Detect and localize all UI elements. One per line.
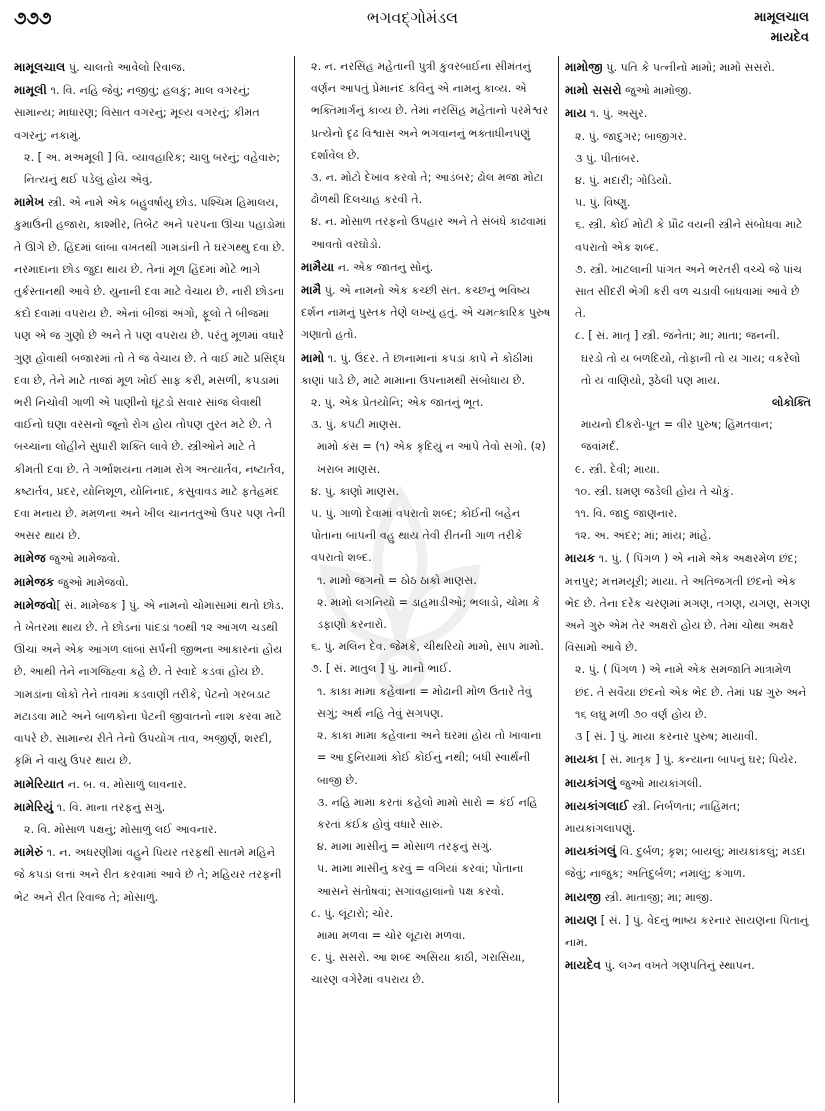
- definition-text: ૨. કાકા મામા કહેવાના અને ઘરમાં હોય તો ખાવાના = આ દુનિયામાં કોઈ કોઈનું નથી; બધી સ્વાર્થની બાજી છે.: [317, 729, 542, 787]
- entry-sense: [301, 792, 552, 836]
- dictionary-entry: [14, 796, 288, 819]
- dictionary-entry: [565, 56, 811, 79]
- definition-text: ૩ પું. પીતાંબર.: [575, 151, 640, 165]
- definition-text: ૫. મામા માસીનું કરવું = વગિયાં કરવાં; પોતાના આસને સંતોષવાં; સગાંવહાલાંનો પક્ષ કરવો.: [317, 862, 524, 898]
- definition-text: ૪. પું. મદારી; ગોડિયો.: [575, 174, 672, 188]
- entry-sense: [565, 192, 811, 214]
- entry-sense: [565, 259, 811, 326]
- entry-sense: [301, 592, 552, 636]
- headword: મામેજક: [14, 574, 55, 589]
- definition-text: ૪. ન. મોસાળ તરફનો ઉપહાર અને તે સંબંધે કાઢવામાં આવતો વરઘોડો.: [311, 215, 547, 251]
- headword: માયકા: [565, 752, 599, 767]
- definition-text: માયનો દીકરો-પૂત = વીર પુરુષ; હિંમતવાન; જવાંમર્દ.: [581, 418, 773, 454]
- definition-text: ૧. પું. ( પિંગળ ) એ નામે એક અક્ષરમેળ છંદ; મત્તપુર; મત્તમયૂરી; માયા. તે અતિજગતી છંદનો એક ભેદ છે. તેના દરેક ચરણમાં મગણ, તગણ, યગણ, સગણ અને ગુરુ એમ તેર અક્ષરો હોય છે. તેમાં ચોથા અક્ષરે વિસામો આવે છે.: [565, 552, 811, 655]
- headword: મામેરું: [14, 845, 44, 860]
- entry-sense: [565, 348, 811, 392]
- entry-sense: [565, 503, 811, 525]
- definition-text: સ્ત્રી. એ નામે એક બહુવર્ષાયુ છોડ. પશ્ચિમ હિમાલય, કુમાઉંની હજારા, કાશ્મીર, તિબેટ અને પરપના ઊંચા પહાડોમાં તે ઊગે છે. હિંદમાં લાંબા વખતથી ગામડાંની તે ઘરગથ્થુ દવા છે. નરમાદાના છોડ જુદા થાય છે. તેનાં મૂળ હિંદમાં મોટે ભાગે તુર્કસ્તાનથી આવે છે. યુનાની દવા માટે વેચાય છે. નારી છોડના કંદો દવામાં વપરાય છે. એનાં બીજાં અંગો, ફૂલો તે બીજમાં પણ એ જ ગુણો છે અને તે પણ વપરાય છે. પરંતુ મૂળમાં વધારે ગુણ હોવાથી બજારમાં તો તે જ વેચાય છે. તે વાઈ માટે પ્રસિદ્ધ દવા છે, તેને માટે તાજાં મૂળ ખોઈ સાફ કરી, મસળી, કપડામાં ભરી નિચોવી ગાળી એ પાણીનો ઘૂંટડો સવાર સાંજ લેવાથી વાઈનો ઘણા વરસનો જૂનો રોગ હોય તોપણ તુરત મટે છે. તે બચ્ચાંના લોહીને સુધારી શક્તિ લાવે છે. સ્ત્રીઓને માટે તે કીમતી દવા છે. તે ગર્ભાશયના તમામ રોગ અત્યાર્તવ, નષ્ટાર્તવ, કષ્ટાર્તવ, પ્રદર, યોનિશૂળ, યોનિનાદ, કસુવાવડ માટે ફતેહમંદ દવા મનાય છે. મમળના અને ખીલ ચાનતતુઓ ઉપર પણ તેની અસર થાય છે.: [14, 196, 286, 543]
- definition-text: વિ. દુર્બળ; કૃશ; બાયલું; માયકાંકલું; મડદા જેવું; નાજુક; અતિદુર્બળ; નમાલું; કંગાળ.: [565, 845, 806, 881]
- definition-text: મામા મળવા = ચોર લૂંટારા મળવા.: [317, 928, 466, 942]
- entry-sense: [565, 126, 811, 148]
- headword: મામૈયા: [301, 259, 335, 274]
- definition-text: ૮. પું. લૂંટારો; ચોર.: [311, 906, 394, 920]
- definition-text: ૨. ન. નરસિંહ મહેતાની પુત્રી કુંવરબાઈના સીમંતનું વર્ણન આપતું પ્રેમાનંદ કવિનું એ નામનું કાવ્ય. એ ભક્તિમાર્ગનું કાવ્ય છે. તેમાં નરસિંહ મહેતાનો પરમેશ્વર પ્રત્યેનો દૃઢ વિશ્વાસ અને ભગવાનનું ભક્તાધીનપણું દર્શાવેલ છે.: [311, 60, 549, 162]
- columns: [8, 56, 817, 1103]
- definition-text: પું. એ નામનો એક કચ્છી સંત. કચ્છનું ભવિષ્ય દર્શન નામનું પુસ્તક તેણે લખ્યું હતું. એ ચમત્કારિક પુરુષ ગણાતો હતો.: [301, 284, 551, 342]
- entry-sense: [301, 725, 552, 792]
- definition-text: ૩ [ સં. ] પું. માયા કરનાર પુરુષ; માયાવી.: [575, 730, 758, 744]
- dictionary-entry: [14, 79, 288, 147]
- headword: મામોજી: [565, 60, 603, 74]
- headword: માયકાંગલાઈ: [565, 798, 629, 813]
- definition-text: ૩. પું. કપટી માણસ.: [311, 418, 402, 432]
- definition-text: ૧૧. વિ. જાદુ જાણનાર.: [575, 507, 678, 521]
- headword: મામેજવો: [14, 597, 57, 612]
- headword: મામૂલચાલ: [14, 60, 66, 74]
- entry-sense: [565, 525, 811, 547]
- definition-text: ૧. મામો જગનો = ઠોઠ ઠાકો માણસ.: [317, 573, 477, 587]
- definition-text: પું. પતિ કે પત્નીનો મામો; મામો સસરો.: [602, 61, 775, 74]
- definition-text: ૯. પું. સસરો. આ શબ્દ અસિયા કાઠી, ગરાસિયા, ચારણ વગેરેમાં વપરાય છે.: [311, 951, 525, 987]
- definition-text: જુઓ માયકાંગલી.: [616, 776, 703, 790]
- definition-text: ૬. પું. મલિન દેવ. જેમકે, ચીથરિયો મામો, સાપ મામો.: [311, 640, 544, 654]
- definition-text: ૧. વિ. નહિ જેવું; નજીવું; હલકું; માલ વગરનું; સામાન્ય; માધારણ; વિસાત વગરનું; મૂલ્ય વગરનું; કીમત વગરનું; નકામું.: [14, 84, 260, 142]
- dictionary-entry: [565, 547, 811, 659]
- entry-sense: [301, 570, 552, 592]
- entry-sense: [565, 148, 811, 170]
- page-header: [8, 4, 817, 56]
- entry-sense: [565, 214, 811, 258]
- guide-word-last: માયદેવ: [770, 30, 809, 45]
- headword: માયક: [565, 551, 596, 566]
- dictionary-entry: [14, 571, 288, 594]
- definition-text: ૬. સ્ત્રી. કોઈ મોટી કે પ્રૌઢ વયની સ્ત્રીને સંબોધવા માટે વપરાતો એક શબ્દ.: [575, 218, 803, 254]
- definition-text: ૨. પું. એક પ્રેતયોનિ; એક જાતનું ભૂત.: [311, 396, 484, 410]
- definition-text: સ્ત્રી. માતાજી; મા; માજી.: [601, 890, 713, 904]
- headword: માયકાંગલું: [565, 844, 617, 859]
- definition-text: ૧. પું. ઉંદર. તે છાનામાનાં કપડાં કાપે ને કોઠીમાં કાણાં પાડે છે, માટે મામાના ઉપનામથી સંબોધાય છે.: [301, 351, 534, 387]
- entry-sense: [565, 481, 811, 503]
- definition-text: સ્ત્રી. નિર્બળતા; નાહિંમત; માયકાંગલાપણું.: [565, 799, 741, 835]
- entry-sense: [301, 658, 552, 680]
- definition-text: ૪. મામા માસીનું = મોસાળ તરફનું સગું.: [317, 840, 493, 854]
- entry-sense: [301, 903, 552, 925]
- dictionary-entry: [301, 279, 552, 347]
- entry-sense: [565, 170, 811, 192]
- headword: મામેરિયું: [14, 799, 54, 814]
- definition-text: ૩. ન. મોટો દેખાવ કરવો તે; આડંબર; ઢોલ મજા મોટા ઢોળથી દિલચાહ કરવી તે.: [311, 171, 544, 207]
- definition-text: ૫. પું. વિષ્ણુ.: [575, 196, 631, 210]
- headword: મામૈ: [301, 283, 322, 298]
- headword: મામો: [301, 350, 325, 365]
- entry-sense: [14, 147, 288, 191]
- definition-text: ૨. પું. જાદુગર; બાજીગર.: [575, 129, 687, 143]
- entry-sense: [565, 459, 811, 481]
- dictionary-entry: [565, 909, 811, 954]
- dictionary-entry: [301, 347, 552, 392]
- dictionary-entry: [301, 256, 552, 279]
- headword: મામો સસરો: [565, 83, 622, 98]
- definition-text: ૧. પું. અસુર.: [586, 107, 648, 121]
- headword: મામેરિયાત: [14, 776, 65, 791]
- definition-text: [ સં. માતૃક ] પું. કન્યાના બાપનું ઘર; પિયેર.: [598, 753, 798, 767]
- definition-text: [ સં. મામેજક ] પું. એ નામનો ચોમાસામાં થતો છોડ. તે ખેતરમાં થાય છે. તે છોડનાં પાંદડાં ૧૦થી ૧૨ આંગળ ચડથી ઊંચાં અને એક આંગળ લાંબાં સર્પની જીભના આકારનાં હોય છે. આથી તેને નાગજિહ્વા કહે છે. તે સ્વાદે કડવાં હોય છે. ગામડાંના લોકો તેને તાવમાં કડવાણી તરીકે, પેટનો ગરબડાટ મટાડવા માટે અને બાળકોના પેટની જીવાતનો નાશ કરવા માટે વાપરે છે. સામાન્ય રીતે તેનો ઉપયોગ તાવ, અજીર્ણ, શરદી, કૃમિ ને વાયુ ઉપર થાય છે.: [14, 598, 285, 768]
- entry-sense: [301, 211, 552, 255]
- definition-text: ઘરડો તો ય બળદિયો, તોફાની તો ય ગાય; વકરેલો તો ય વાણિયો, રૂઠેલી પણ માય.: [581, 351, 801, 387]
- entry-sense: [301, 925, 552, 947]
- definition-text: ૧. કાકા મામા કહેવાના = મોઢાની મોળ ઉતારે તેવું સગું; અર્થ નહિ તેવું સગપણ.: [317, 684, 532, 720]
- definition-text: જુઓ મામેજવો.: [45, 552, 121, 566]
- column-right: [559, 56, 817, 1103]
- definition-text: ૩. નહિ મામા કરતાં કહેલો મામો સારો = કંઈ નહિ કરતાં કંઈક હોવું વધારે સારું.: [317, 795, 538, 831]
- headword: માયદેવ: [565, 958, 601, 973]
- definition-text: ૧. વિ. માના તરફનું સગું.: [53, 800, 166, 814]
- definition-text: ન. બ. વ. મોસાળું લાવનાર.: [64, 777, 187, 791]
- entry-sense: [301, 392, 552, 414]
- definition-text: પું. ચાલતો આવેલો રિવાજ.: [65, 61, 186, 74]
- definition-text: ૭. [ સં. માતુલ ] પું. માનો ભાઈ.: [311, 662, 452, 676]
- running-title: ભગવદ્ગોમંડલ: [366, 8, 459, 27]
- guide-word-first: મામૂલચાલ: [754, 10, 809, 25]
- definition-text: ૭. સ્ત્રી. ખાટલાની પાંગત અને ભરતરી વચ્ચે જે પાંચ સાત સીંદરી ભેગી કરી વળ ચડાવી બાંધવામાં આવે છે તે.: [575, 262, 803, 321]
- column-middle: [295, 56, 559, 1103]
- entry-sense: [301, 414, 552, 436]
- definition-text: ૫. પું. ગાળો દેવામાં વપરાતો શબ્દ; કોઈની બહેન પોતાના બાપની વહુ થાય તેવી રીતની ગાળ તરીકે વપરાતો શબ્દ.: [311, 507, 523, 565]
- definition-text: જુઓ મામેજવો.: [54, 575, 129, 589]
- dictionary-entry: [565, 795, 811, 840]
- headword: માયકાંગલું: [565, 775, 617, 790]
- entry-sense: [301, 481, 552, 503]
- definition-text: જુઓ મામોજી.: [621, 84, 692, 98]
- column-left: [8, 56, 295, 1103]
- headword: માયજી: [565, 889, 602, 904]
- entry-sense: [301, 636, 552, 658]
- entry-sense: [301, 503, 552, 570]
- headword: મામેખ: [14, 195, 45, 210]
- dictionary-entry: [14, 773, 288, 796]
- dictionary-entry: [565, 748, 811, 771]
- entry-sense: [301, 167, 552, 211]
- definition-text: ૮. [ સં. માતૃ ] સ્ત્રી. જનેતા; મા; માતા; જનની.: [575, 329, 780, 343]
- headword: મામૂલી: [14, 83, 47, 98]
- dictionary-entry: [14, 56, 288, 79]
- dictionary-entry: [14, 191, 288, 547]
- entry-sense: [14, 819, 288, 841]
- page-number: ૭૭૭: [14, 8, 52, 29]
- entry-sense: [301, 681, 552, 725]
- dictionary-entry: [565, 840, 811, 885]
- entry-sense: [301, 56, 552, 167]
- entry-sense: [565, 325, 811, 347]
- entry-sense: [301, 836, 552, 858]
- definition-text: ૯. સ્ત્રી. દેવી; માયા.: [575, 462, 660, 476]
- dictionary-entry: [565, 772, 811, 795]
- entry-sense: [301, 436, 552, 480]
- definition-text: ૨. મામો લગનિયો = ડાહમાડીઓ; ભલાડો, ચોમા કે ડફાણો કરનારો.: [317, 595, 540, 632]
- definition-text: પું. લગ્ન વખતે ગણપતિનું સ્થાપન.: [600, 959, 755, 973]
- headword: માય: [565, 106, 587, 121]
- dictionary-entry: [14, 841, 288, 909]
- entry-sense: [565, 726, 811, 748]
- guide-words: [754, 8, 809, 48]
- definition-text: ૧. ન. અધરણીમાં વહુને પિયર તરફથી સાતમે મહિને જે કપડાં લત્તાં અને રીત કરવામાં આવે છે તે; મહિયર તરફની ભેટ અને રીત રિવાજ તે; મોસાળું.: [14, 846, 282, 904]
- definition-text: ૧૦. સ્ત્રી. ઘમણ જડેલી હોય તે ચોકું.: [575, 484, 734, 498]
- definition-text: ૨. વિ. મોસાળ પક્ષનું; મોસાળું લઈ આવનાર.: [24, 822, 218, 836]
- dictionary-entry: [14, 547, 288, 570]
- dictionary-entry: [14, 594, 288, 773]
- definition-text: ૨. પું. ( પિંગળ ) એ નામે એક સમજાતિ માત્રામેળ છંદ. તે સવૈયા છંદનો એક ભેદ છે. તેમાં ૫૪ ગુરુ અને ૧૬ લઘુ મળી ૭૦ વર્ણ હોય છે.: [575, 663, 807, 721]
- definition-text: [ સં. ] પું. વેદનું ભાષ્ય કરનાર સાયણના પિતાનું નામ.: [565, 913, 809, 949]
- entry-sense: [565, 392, 811, 414]
- entry-sense: [565, 414, 811, 458]
- definition-text: ૧૨. અ. અંદર; માં; માંય; માંહે.: [575, 529, 712, 543]
- definition-text: મામો કંસ = (૧) એક કૃદિયું ન આપે તેવો સગો. (૨) ખરાબ માણસ.: [317, 440, 546, 476]
- definition-text: ન. એક જાતનું સોનું.: [334, 260, 434, 274]
- dictionary-entry: [565, 954, 811, 977]
- definition-text: લોકોક્તિ: [772, 396, 811, 410]
- entry-sense: [301, 858, 552, 902]
- definition-text: ૪. પું. કાણો માણસ.: [311, 484, 400, 498]
- dictionary-entry: [565, 886, 811, 909]
- headword: મામેજ: [14, 551, 46, 566]
- definition-text: ૨. [ અ. મઅમૂલી ] વિ. વ્યાવહારિક; ચાલુ બરનું; વહેવારુ; નિત્યનું થઈ પડેલું હોય એવું.: [24, 150, 280, 187]
- entry-sense: [301, 947, 552, 991]
- headword: માયણ: [565, 912, 598, 927]
- entry-sense: [565, 659, 811, 726]
- dictionary-entry: [565, 102, 811, 125]
- dictionary-entry: [565, 79, 811, 102]
